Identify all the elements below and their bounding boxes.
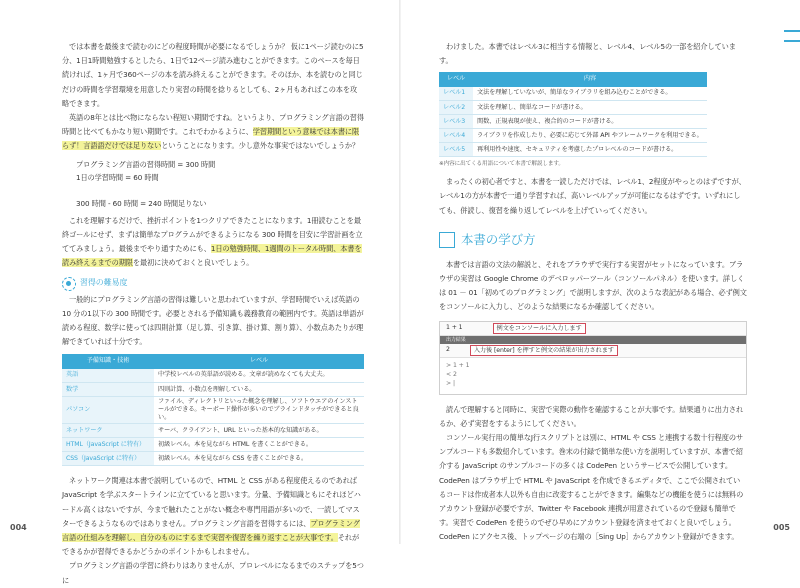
table-cell: 英語 [62,369,154,383]
table-cell: 初級レベル。本を見ながら CSS を書くことができる。 [154,452,364,466]
table-header: 内容 [473,72,707,86]
calculation-block [62,158,364,210]
right-paragraph-2: まったくの初心者ですと、本書を一読しただけでは、レベル1、2程度がやっとのはずですが、レベル1の方が本書で一通り学習すれば、高いレベルアップが可能になるはずです。いずれにしても、併読し、復習を繰り返してレベルを上げていってください。 [439,177,746,215]
calc-line: 300 時間 - 60 時間 = 240 時間足りない [76,198,207,208]
table-cell: 数学 [62,383,154,397]
left-paragraph-4: 一般的にプログラミング言語の習得は難しいと思われていますが、学習時間でいえば英語の 10 分の1以下の 300 時間です。必要とされる予備知識も義務教育の範囲内です。英語は単語が読める程度、数学に使っては四則計算（足し算、引き算、掛け算、割り算）、小数点あたりが理解できていれば十分です。 [62,294,364,347]
table-cell: ネットワーク [62,424,154,438]
right-paragraph-1: わけました。本書ではレベル3に相当する情報と、レベル4、レベル5の一部を紹介しています。 [439,42,736,66]
edge-tab-marker [784,40,800,42]
right-paragraph-4: 読んで理解すると同時に、実習で実際の動作を確認することが大事です。結果通りに出力されるか、必ず実習をするようにしてください。 [439,404,744,428]
table-cell: 文法を理解し、簡単なコードが書ける。 [473,101,707,115]
callout-label: 入力後 [enter] を押すと例文の結果が出力されます [470,345,618,356]
table-cell: パソコン [62,397,154,424]
highlight-text: 1日の勉強時間、1週間のトータル時間、本書を読み終えるまでの期限 [62,244,362,268]
highlight-text: 学習期間という意味では本書に限らず！言語語だけでは足りない [62,127,360,151]
section-subheading: 習得の難易度 [62,276,364,290]
console-input-row [440,322,746,336]
table-cell: CSS（JavaScript に特有） [62,452,154,466]
table-cell: レベル5 [439,143,473,157]
section-title: 本書の学び方 [461,231,536,247]
table-cell: レベル4 [439,129,473,143]
table-row [62,383,364,397]
table-cell: ライブラリを作成したり、必要に応じて外部 API やフレームワークを利用できる。 [473,129,707,143]
table-header: レベル [154,354,364,368]
console-output-panel [440,358,746,394]
left-paragraph-3: これを理解するだけで、挫折ポイントを1つクリアできたことになります。1冊読むことを最終ゴールにせず、まずは簡単なプログラムができるようになる 300 時間を目安に学習計画を立ててみましょう。最後までやり通すためにも、1日の勉強時間、1週間のトータル時間、本書を読み終えるまでの期限を最初に決めておくと良いでしょう。 [62,215,363,268]
subheading-bullet-icon [62,277,76,291]
table-cell: レベル1 [439,87,473,101]
left-text-column [62,40,364,588]
console-result-row [440,344,746,358]
page-number: 004 [10,523,27,532]
calc-line: 1日の学習時間 = 60 時間 [76,172,159,182]
table-cell: 再利用性や速度、セキュリティを考慮したプロレベルのコードが書ける。 [473,143,707,157]
table-row [439,101,707,115]
table-row [439,143,707,157]
right-page [401,0,800,544]
output-bar: 出力結果 [440,336,746,344]
console-example [439,321,747,395]
table-row [62,369,364,383]
table-cell: 文法を理解していないが、簡単なライブラリを組み込むことができる。 [473,87,707,101]
right-paragraph-3: 本書では言語の文法の解説と、それをブラウザで実行する実習がセットになっています。ブラウザの実習は Google Chrome のデベロッパーツール（コンソールパネル）を使います。詳しくは 01 － 01「初めてのプログラミング」で説明しますが、次のような表記がある場合、必ず例文をコンソールに入力し、どのような結果になるか確認してください。 [439,259,747,312]
level-table [439,72,707,157]
calc-line [76,184,364,197]
table-row [439,115,707,129]
left-paragraph-6: プログラミング言語の学習に終わりはありませんが、プロレベルになるまでのステップを5つに [62,561,364,585]
table-row [439,129,707,143]
console-result: 2 [446,345,450,353]
table-row [62,424,364,438]
table-row [62,452,364,466]
table-cell: 中学校レベルの英単語が読める。文章が読めなくても大丈夫。 [154,369,364,383]
table-header: レベル [439,72,473,86]
table-cell: レベル2 [439,101,473,115]
left-page [0,0,399,585]
calc-line: プログラミング言語の習得時間 = 300 時間 [76,159,216,169]
left-paragraph-1: では本書を最後まで読むのにどの程度時間が必要になるでしょうか？ 仮に1ページ読むのに5分、1日1時間勉強するとしたら、1日で12ページ読み進むことができます。このペースを毎日続ければ、1ヶ月で360ページの本を読み終えることができます。そのほか、本を読むのと同じだけの時間を学習環境を用意したり実習の時間を捻りるとしても、2ヶ月もあればこの本を攻略できます。 [62,42,364,108]
table-cell: サーバ、クライアント、URL といった基本的な知識がある。 [154,424,364,438]
page-number: 005 [773,523,790,532]
highlight-text: プログラミング言語の仕組みを理解し、自分のものにするまで実習や復習を繰り返すことが大事です。 [62,518,360,542]
left-paragraph-2: 英語の8年とは比べ物にならない程短い期間ですね。というより、プログラミング言語の習得時間と比べてもかなり短い期間です。これでわかるように、学習期間という意味では本書に限らず！言語語だけでは足りないということになります。少し意外な事実ではないでしょうか？ [62,113,364,151]
right-text-column [439,40,747,545]
table-cell: 初級レベル。本を見ながら HTML を書くことができる。 [154,438,364,452]
console-line: < 2 [446,370,457,378]
table-cell: HTML（JavaScript に特有） [62,438,154,452]
section-heading [439,232,747,248]
table-header: 予備知識・技術 [62,354,154,368]
table-row [62,438,364,452]
table-cell: 四則計算、小数点を理解している。 [154,383,364,397]
callout-label: 例文をコンソールに入力します [493,323,586,334]
table-cell: ファイル、ディレクトリといった概念を理解し、ソフトウエアのインストールができる。キーボード操作が多いのでブラインドタッチができると良い。 [154,397,364,424]
table-row [439,87,707,101]
table-cell: 関数、正規表現が使え、複合的のコードが書ける。 [473,115,707,129]
table-row [62,397,364,424]
console-line: > 1 + 1 [446,361,470,369]
edge-tab-marker [784,30,800,32]
prerequisite-table [62,354,364,466]
console-line: > | [446,379,455,387]
left-paragraph-5: ネットワーク関連は本書で説明しているので、HTML と CSS がある程度使えるのであれば JavaScript を学ぶスタートラインに立てていると思います。分量、予備知識ともにそれほどハードル高くはないですが、今まで触れたことがない概念や専門用語が多いので、一読してマスターできるようなものではありません。プログラミング言語を習得するには、プログラミング言語の仕組みを理解し、自分のものにするまで実習や復習を繰り返すことが大事です。それができるかが習得できるかどうかのポイントかもしれません。 [62,476,361,557]
heading-square-icon [439,232,455,248]
right-paragraph-5: コンソール実行用の簡単なJ行スクリプトとは別に、HTML や CSS と連携する数十行程度のサンプルコードも多数紹介しています。巻末の付録で簡単な使い方を説明していますが、本書で紹介する JavaScript のサンプルコードの多くは CodePen というサービスで公開しています。CodePen はブラウザ上で HTML や JavaScript を作成できるエディタで、ここで公開されているコードは作成者本人以外も自由に改変することができます。編集などの機能を使うには無料のアカウント登録が必要ですが、Twitter や Facebook 連携が用意されているので登録も簡単です。実習で CodePen を使うのでぜひ早めにアカウント登録を済ませておくと良いでしょう。CodePen にアクセス後、トップページの右端の［Sing Up］からアカウント登録ができます。 [439,432,744,542]
table-note: ※内容に出てくる用語について本書で解説します。 [439,161,564,168]
console-input: 1 + 1 [446,323,463,331]
table-cell: レベル3 [439,115,473,129]
